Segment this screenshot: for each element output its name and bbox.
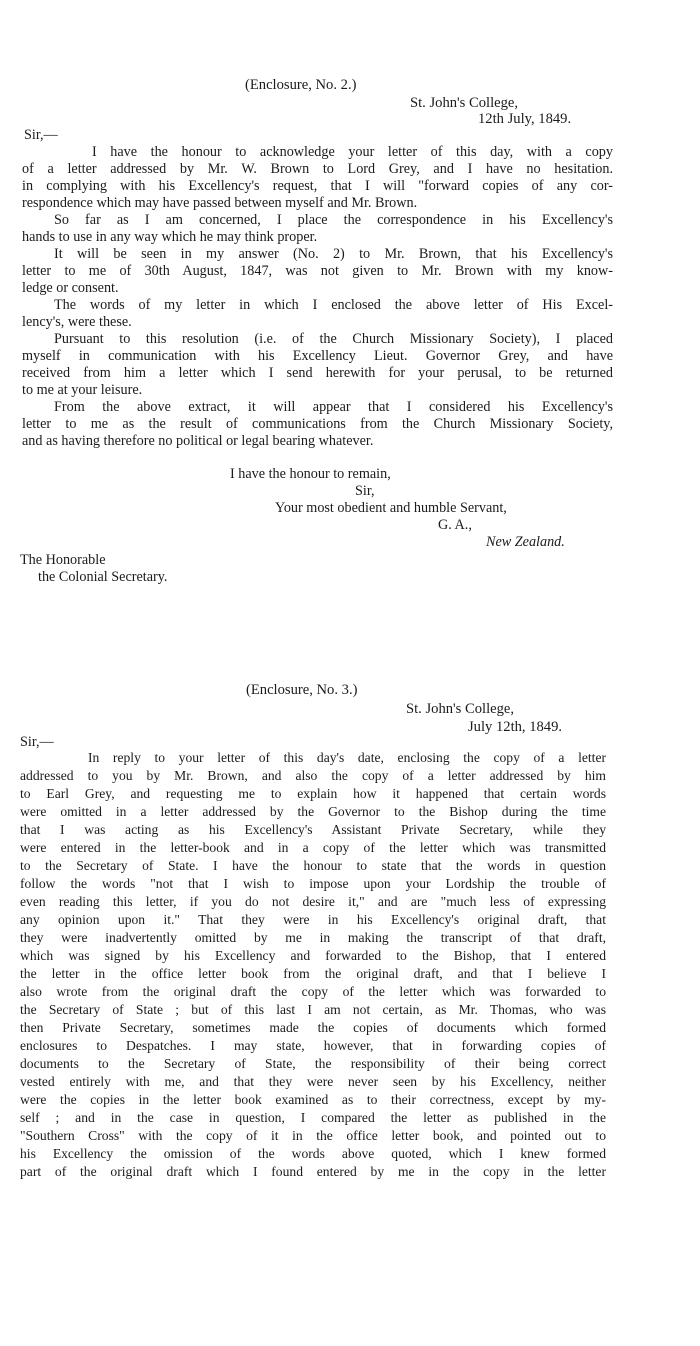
body-line: letter to me as the result of communications from the Church Missionary Society, <box>22 416 613 432</box>
body-line: letter to me of 30th August, 1847, was not given to Mr. Brown with my know- <box>22 263 613 279</box>
body-line: addressed to you by Mr. Brown, and also the copy of a letter addressed by him <box>20 768 606 783</box>
body-line: which was signed by his Excellency and forwarded to the Bishop, that I entered <box>20 948 606 963</box>
letter-date: July 12th, 1849. <box>468 719 563 735</box>
letter-date: 12th July, 1849. <box>478 111 572 127</box>
body-line: in complying with his Excellency's request, that I will "forward copies of any cor- <box>22 178 613 194</box>
body-line: So far as I am concerned, I place the correspondence in his Excellency's <box>54 212 613 228</box>
body-line: I have the honour to acknowledge your letter of this day, with a copy <box>92 144 613 160</box>
addressee-title: The Honorable <box>20 552 106 568</box>
body-line: lency's, were these. <box>22 314 132 330</box>
letter-place: St. John's College, <box>406 701 515 717</box>
body-line: The words of my letter in which I enclosed the above letter of His Excel- <box>54 297 613 313</box>
salutation: Sir,— <box>24 127 58 143</box>
body-line: enclosures to Despatches. I may state, however, that in forwarding copies of <box>20 1038 606 1053</box>
body-line: the Secretary of State ; but of this last I am not certain, as Mr. Thomas, who was <box>20 1002 606 1017</box>
closing-sir: Sir, <box>355 483 375 499</box>
body-line: Pursuant to this resolution (i.e. of the Church Missionary Society), I placed <box>54 331 613 347</box>
body-line: also wrote from the original draft the copy of the letter which was forwarded to <box>20 984 606 999</box>
body-line: any opinion upon it." That they were in his Excellency's original draft, that <box>20 912 606 927</box>
body-line: and as having therefore no political or legal bearing whatever. <box>22 433 374 449</box>
body-line: documents to the Secretary of State, the responsibility of their being correct <box>20 1056 606 1071</box>
body-line: In reply to your letter of this day's date, enclosing the copy of a letter <box>88 750 606 765</box>
body-line: were entered in the letter-book and in a copy of the letter which was transmitted <box>20 840 606 855</box>
body-line: myself in communication with his Excellency Lieut. Governor Grey, and have <box>22 348 613 364</box>
body-line: to the Secretary of State. I have the honour to state that the words in question <box>20 858 606 873</box>
body-line: follow the words "not that I wish to impose upon your Lordship the trouble of <box>20 876 606 891</box>
body-line: vested entirely with me, and that they were never seen by his Excellency, neither <box>20 1074 606 1089</box>
salutation: Sir,— <box>20 734 54 750</box>
closing-line: I have the honour to remain, <box>230 466 391 482</box>
body-line: they were inadvertently omitted by me in making the transcript of that draft, <box>20 930 606 945</box>
body-line: to me at your leisure. <box>22 382 143 398</box>
body-line: hands to use in any way which he may think proper. <box>22 229 318 245</box>
signature: G. A., <box>438 517 472 533</box>
enclosure-heading: (Enclosure, No. 2.) <box>245 77 357 93</box>
body-line: respondence which may have passed between myself and Mr. Brown. <box>22 195 418 211</box>
body-line: It will be seen in my answer (No. 2) to Mr. Brown, that his Excellency's <box>54 246 613 262</box>
closing-servant: Your most obedient and humble Servant, <box>275 500 507 516</box>
body-line: even reading this letter, if you do not desire it," and are "much less of expressing <box>20 894 606 909</box>
body-line: "Southern Cross" with the copy of it in the office letter book, and pointed out to <box>20 1128 606 1143</box>
letter-place: St. John's College, <box>410 95 519 111</box>
body-line: received from him a letter which I send herewith for your perusal, to be returned <box>22 365 613 381</box>
body-line: ledge or consent. <box>22 280 119 296</box>
enclosure-heading: (Enclosure, No. 3.) <box>246 682 358 698</box>
body-line: of a letter addressed by Mr. W. Brown to Lord Grey, and I have no hesitation. <box>22 161 613 177</box>
signature-place: New Zealand. <box>486 534 565 550</box>
body-line: self ; and in the case in question, I compared the letter as published in the <box>20 1110 606 1125</box>
body-line: part of the original draft which I found entered by me in the copy in the letter <box>20 1164 606 1179</box>
body-line: were omitted in a letter addressed by the Governor to the Bishop during the time <box>20 804 606 819</box>
body-line: were the copies in the letter book examined as to their correctness, except by my- <box>20 1092 606 1107</box>
addressee-name: the Colonial Secretary. <box>38 569 168 585</box>
body-line: the letter in the office letter book from the original draft, and that I believe I <box>20 966 606 981</box>
body-line: that I was acting as his Excellency's Assistant Private Secretary, while they <box>20 822 606 837</box>
body-line: From the above extract, it will appear that I considered his Excellency's <box>54 399 613 415</box>
body-line: then Private Secretary, sometimes made the copies of documents which formed <box>20 1020 606 1035</box>
body-line: to Earl Grey, and requesting me to explain how it happened that certain words <box>20 786 606 801</box>
body-line: his Excellency the omission of the words above quoted, which I knew formed <box>20 1146 606 1161</box>
